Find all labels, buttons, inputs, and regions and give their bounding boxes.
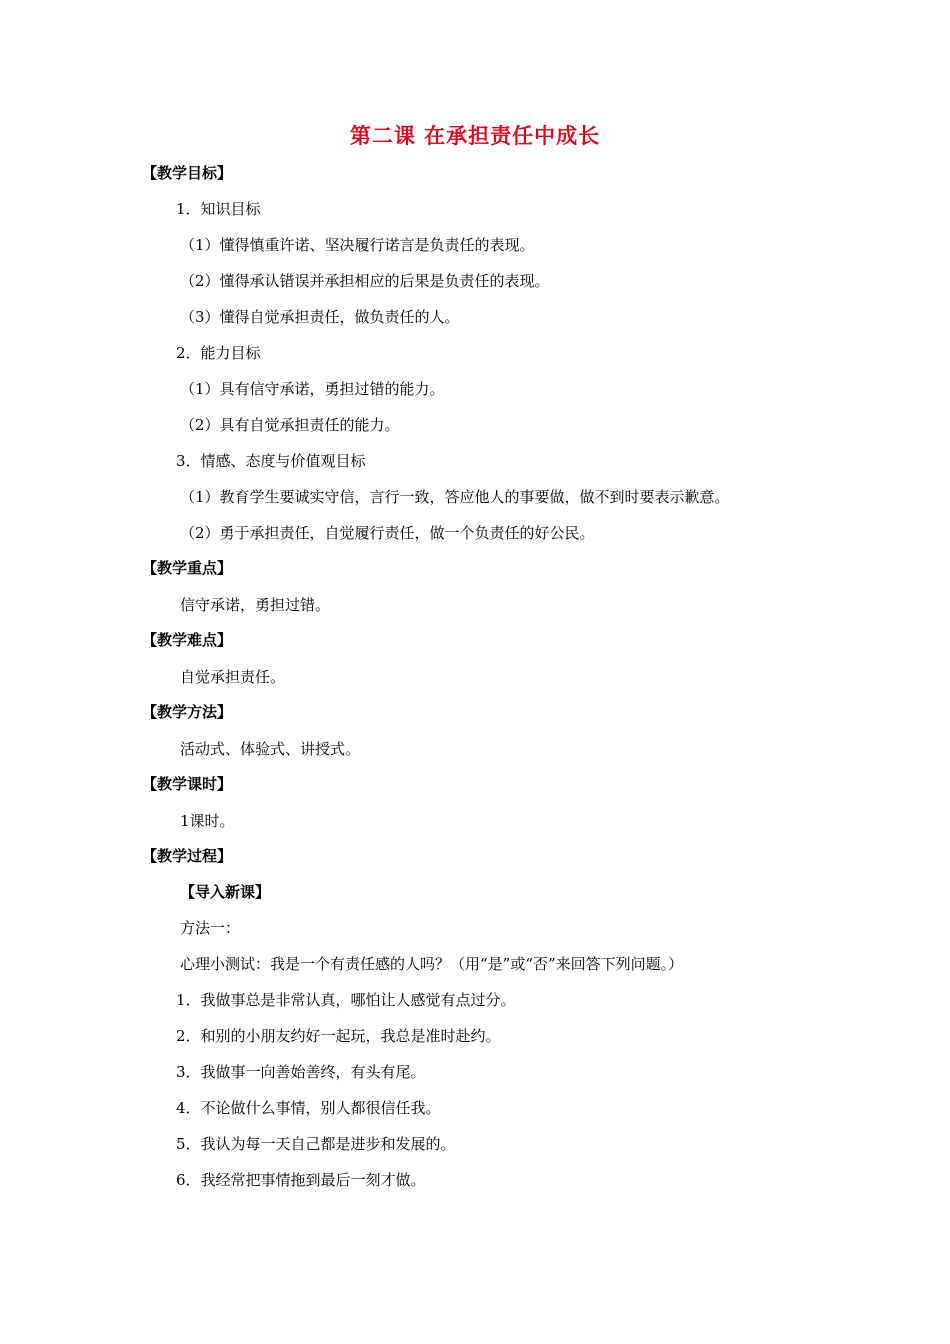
process-heading: 【教学过程】 xyxy=(142,847,233,865)
knowledge-goal-1: （1）懂得慎重许诺、坚决履行诺言是负责任的表现。 xyxy=(180,236,535,254)
intro-heading: 【导入新课】 xyxy=(180,883,271,901)
knowledge-goal-2: （2）懂得承认错误并承担相应的后果是负责任的表现。 xyxy=(180,272,550,290)
key-points-text: 信守承诺，勇担过错。 xyxy=(180,596,331,614)
quiz-item-4: 4．不论做什么事情，别人都很信任我。 xyxy=(176,1099,441,1117)
emotion-goal-2: （2）勇于承担责任，自觉履行责任，做一个负责任的好公民。 xyxy=(180,524,595,542)
quiz-intro: 心理小测试：我是一个有责任感的人吗？（用“是”或“否”来回答下列问题。） xyxy=(180,955,684,973)
emotion-goal-title: 3．情感、态度与价值观目标 xyxy=(176,452,366,470)
goals-heading: 【教学目标】 xyxy=(142,164,233,182)
ability-goal-title: 2．能力目标 xyxy=(176,344,261,362)
hours-text: 1课时。 xyxy=(180,812,235,830)
lesson-title: 第二课 在承担责任中成长 xyxy=(349,124,601,148)
quiz-item-2: 2．和别的小朋友约好一起玩，我总是准时赴约。 xyxy=(176,1027,501,1045)
quiz-item-5: 5．我认为每一天自己都是进步和发展的。 xyxy=(176,1135,456,1153)
difficulties-text: 自觉承担责任。 xyxy=(180,668,286,686)
knowledge-goal-3: （3）懂得自觉承担责任，做负责任的人。 xyxy=(180,308,460,326)
methods-text: 活动式、体验式、讲授式。 xyxy=(180,740,361,758)
key-points-heading: 【教学重点】 xyxy=(142,559,233,577)
ability-goal-2: （2）具有自觉承担责任的能力。 xyxy=(180,416,400,434)
methods-heading: 【教学方法】 xyxy=(142,703,233,721)
method-one-label: 方法一： xyxy=(180,919,241,937)
difficulties-heading: 【教学难点】 xyxy=(142,631,233,649)
emotion-goal-1: （1）教育学生要诚实守信，言行一致，答应他人的事要做，做不到时要表示歉意。 xyxy=(180,488,730,506)
knowledge-goal-title: 1．知识目标 xyxy=(176,200,261,218)
hours-heading: 【教学课时】 xyxy=(142,775,233,793)
ability-goal-1: （1）具有信守承诺，勇担过错的能力。 xyxy=(180,380,445,398)
quiz-item-1: 1．我做事总是非常认真，哪怕让人感觉有点过分。 xyxy=(176,991,516,1009)
quiz-item-6: 6．我经常把事情拖到最后一刻才做。 xyxy=(176,1171,426,1189)
quiz-item-3: 3．我做事一向善始善终，有头有尾。 xyxy=(176,1063,426,1081)
